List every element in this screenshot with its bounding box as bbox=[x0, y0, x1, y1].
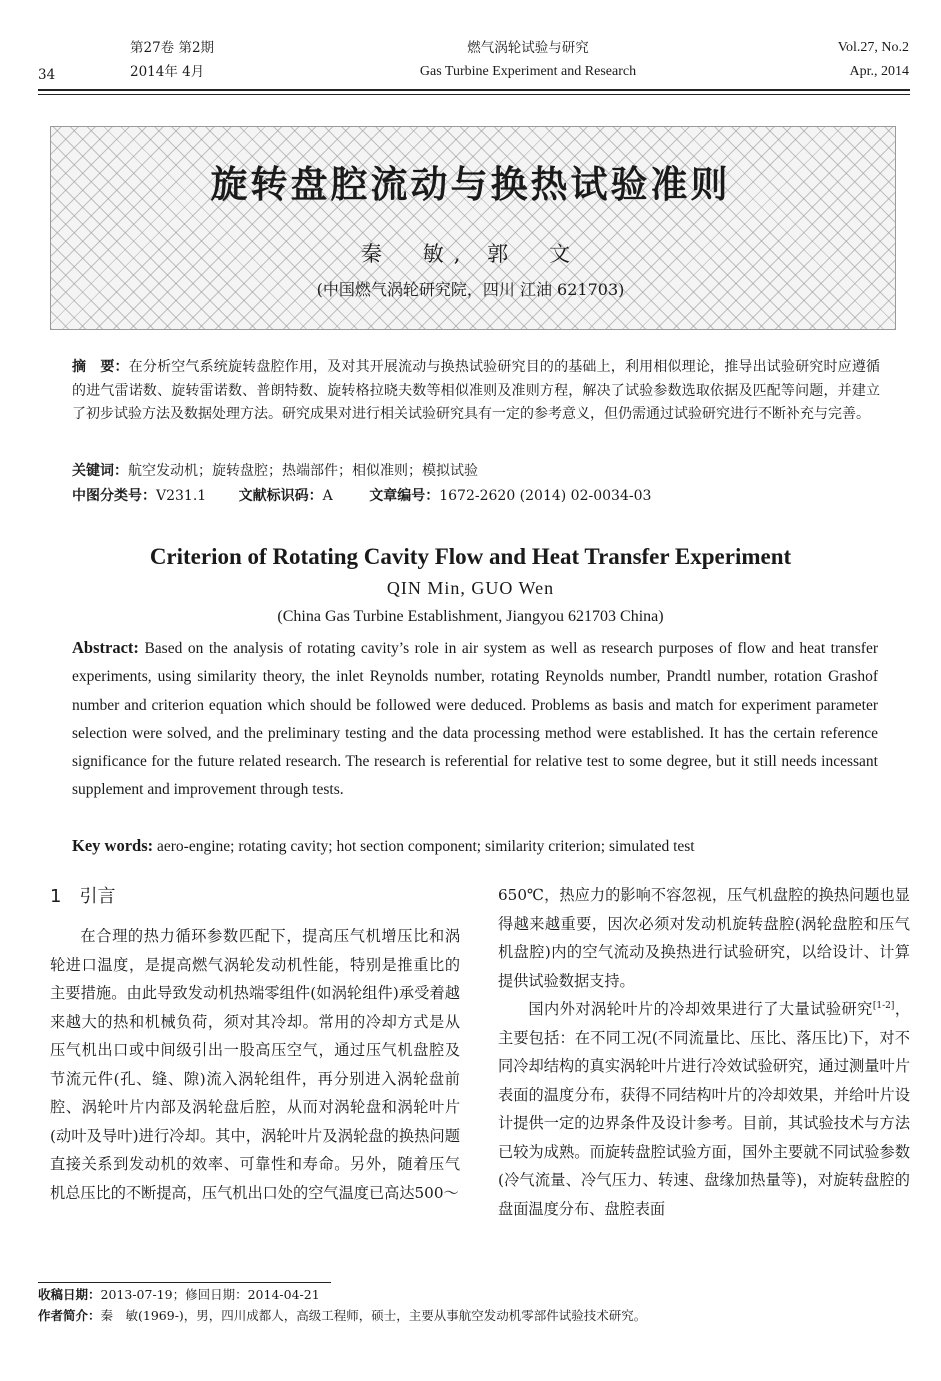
authors-en: QIN Min, GUO Wen bbox=[386, 578, 555, 598]
abstract-en-text: Based on the analysis of rotating cavity’s role in air system as well as research purposes of flow and heat transfer experiments, using similarity theory, the inlet Reynolds number, rotating Reynolds number, Prandtl number, rotation Grashof number and criterion equation which should be followed were deduced. Problems as basis and match for experiment parameter selection were solved, and the preliminary testing and the data processing method were established. It has the certain reference significance for the future related research. The research is referential for relative test to some degree, but it still needs incessant supplement and improvement through tests. bbox=[72, 640, 879, 799]
author-bio: 作者简介：秦 敏(1969-)，男，四川成都人，高级工程师，硕士，主要从事航空发动机零部件试验技术研究。 bbox=[38, 1308, 647, 1323]
header-rule-thin bbox=[38, 94, 910, 95]
keywords-en bbox=[72, 832, 878, 861]
footnote-rule bbox=[38, 1282, 331, 1283]
keywords-cn-label: 关键词： bbox=[72, 463, 128, 479]
article-no-label: 文章编号： bbox=[369, 488, 440, 504]
keywords-en-text: aero-engine; rotating cavity; hot section component; similarity criterion; simulated test bbox=[157, 838, 695, 855]
section-1-heading: 1 引言 bbox=[50, 886, 116, 907]
title-cn: 旋转盘腔流动与换热试验准则 bbox=[210, 163, 731, 206]
date-cn: 2014年 4月 bbox=[130, 64, 205, 80]
left-column bbox=[50, 922, 460, 1207]
affiliation-cn: (中国燃气涡轮研究院，四川 江油 621703) bbox=[316, 280, 625, 299]
clc-value: V231.1 bbox=[156, 488, 207, 504]
doc-code-value: A bbox=[322, 488, 333, 504]
keywords-cn-text: 航空发动机；旋转盘腔；热端部件；相似准则；模拟试验 bbox=[128, 463, 478, 479]
right-paragraph-2: 国内外对涡轮叶片的冷却效果进行了大量试验研究[1-2]，主要包括：在不同工况(不同流量比、压比、落压比)下，对不同冷却结构的真实涡轮叶片进行冷效试验研究，通过测量叶片表面的温度分布，获得不同结构叶片的冷却效果，并给叶片设计提供一定的边界条件及设计参考。目前，其试验技术与方法已较为成熟。而旋转盘腔试验方面，国外主要就不同试验参数(冷气流量、冷气压力、转速、盘缘加热量等)，对旋转盘腔的盘面温度分布、盘腔表面 bbox=[498, 1000, 910, 1218]
clc-label: 中图分类号： bbox=[72, 488, 156, 504]
left-paragraph: 在合理的热力循环参数匹配下，提高压气机增压比和涡轮进口温度，是提高燃气涡轮发动机性能，特别是推重比的主要措施。由此导致发动机热端零组件(如涡轮组件)承受着越来越大的热和机械负荷，须对其冷却。常用的冷却方式是从压气机出口或中间级引出一股高压空气，通过压气机盘腔及节流元件(孔、缝、隙)流入涡轮组件，再分别进入涡轮盘前腔、涡轮叶片内部及涡轮盘后腔，从而对涡轮盘和涡轮叶片(动叶及导叶)进行冷却。其中，涡轮叶片及涡轮盘的换热问题直接关系到发动机的效率、可靠性和寿命。另外，随着压气机总压比的不断提高，压气机出口处的空气温度已高达500～ bbox=[50, 927, 460, 1202]
citation: [1-2] bbox=[872, 1000, 895, 1011]
affiliation-en: (China Gas Turbine Establishment, Jiangyou 621703 China) bbox=[277, 608, 664, 625]
page-number: 34 bbox=[38, 67, 56, 83]
date-en: Apr., 2014 bbox=[849, 64, 909, 79]
keywords-en-label: Key words: bbox=[72, 836, 154, 855]
abstract-cn-text: 在分析空气系统旋转盘腔作用，及对其开展流动与换热试验研究目的的基础上，利用相似理论，推导出试验研究时应遵循的进气雷诺数、旋转雷诺数、普朗特数、旋转格拉晓夫数等相似准则及准则方程，解决了试验参数选取依据及匹配等问题，并建立了初步试验方法及数据处理方法。研究成果对进行相关试验研究具有一定的参考意义，但仍需通过试验研究进行不断补充与完善。 bbox=[72, 359, 881, 422]
right-column bbox=[498, 881, 910, 1223]
received-date: 收稿日期：2013-07-19；修回日期：2014-04-21 bbox=[38, 1287, 320, 1302]
abstract-en bbox=[72, 634, 878, 805]
journal-name-cn: 燃气涡轮试验与研究 bbox=[467, 40, 589, 56]
authors-cn: 秦 敏, 郭 文 bbox=[360, 242, 581, 266]
abstract-en-label: Abstract: bbox=[72, 638, 139, 657]
abstract-cn bbox=[72, 356, 880, 427]
volume-issue-cn: 第27卷 第2期 bbox=[130, 40, 215, 56]
volume-issue-en: Vol.27, No.2 bbox=[837, 40, 909, 55]
classification-line bbox=[72, 486, 651, 506]
keywords-cn bbox=[72, 461, 478, 481]
abstract-cn-label: 摘 要： bbox=[72, 359, 129, 375]
doc-code-label: 文献标识码： bbox=[238, 488, 323, 504]
journal-name-en: Gas Turbine Experiment and Research bbox=[419, 64, 637, 79]
title-en: Criterion of Rotating Cavity Flow and Heat Transfer Experiment bbox=[149, 544, 792, 569]
article-no-value: 1672-2620 (2014) 02-0034-03 bbox=[439, 488, 652, 504]
header-rule bbox=[38, 89, 910, 91]
right-paragraph-1: 650℃，热应力的影响不容忽视，压气机盘腔的换热问题也显得越来越重要，因次必须对发动机旋转盘腔(涡轮盘腔和压气机盘腔)内的空气流动及换热进行试验研究，以给设计、计算提供试验数据支持。 bbox=[498, 886, 910, 990]
